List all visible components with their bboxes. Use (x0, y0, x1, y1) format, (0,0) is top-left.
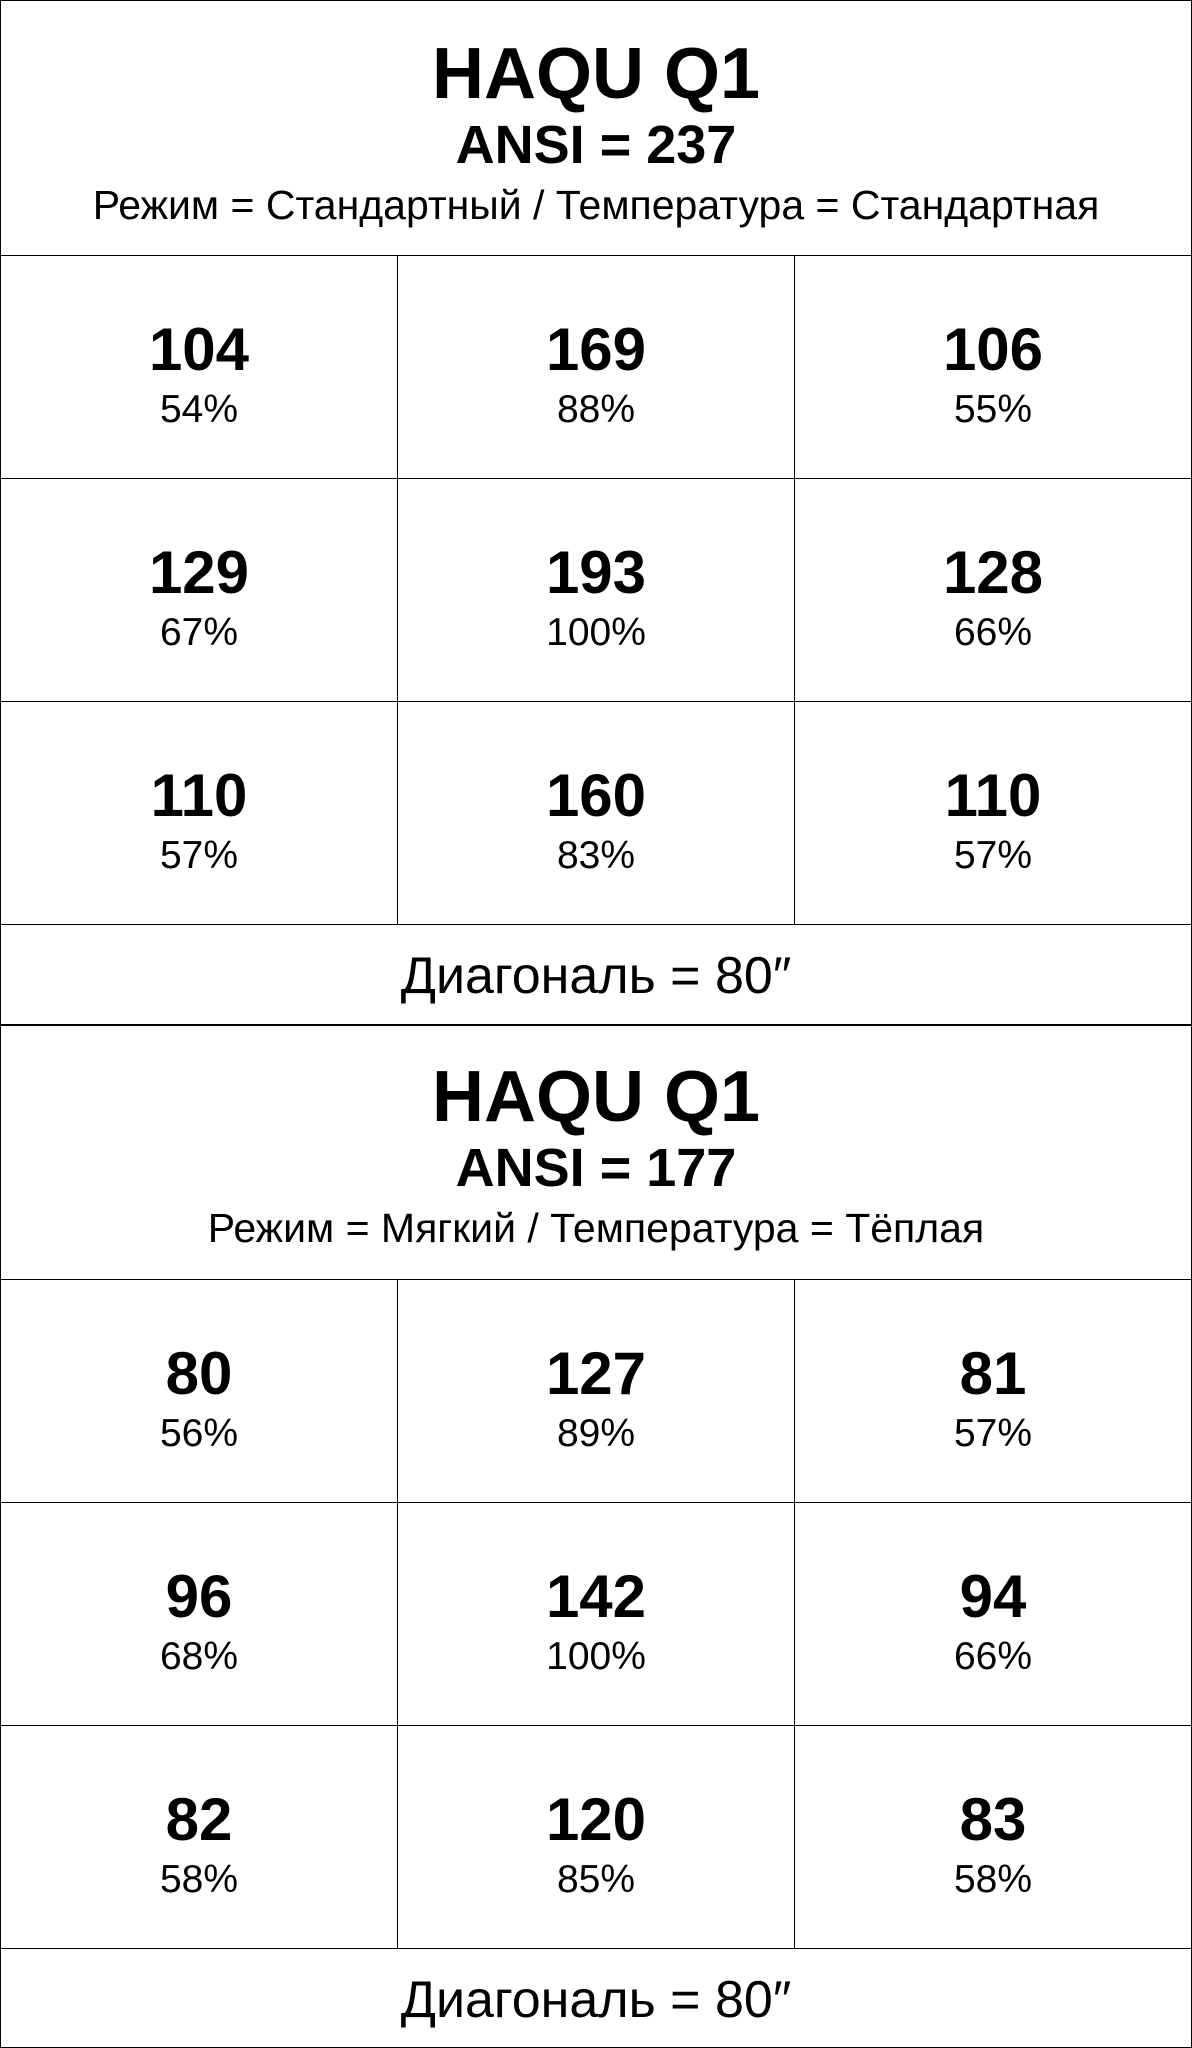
grid-cell-center (398, 479, 795, 701)
grid-cell-bottom-right (795, 702, 1191, 924)
cell-percent: 85% (556, 1858, 636, 1901)
cell-percent: 56% (159, 1412, 239, 1455)
grid-cell-middle-right (795, 479, 1191, 701)
cell-value: 128 (942, 539, 1044, 606)
cell-value: 83 (959, 1786, 1027, 1853)
cell-percent: 66% (953, 611, 1033, 654)
measurement-panel-standard (1, 1, 1191, 1023)
mode-temperature-line: Режим = Мягкий / Температура = Тёплая (207, 1205, 985, 1251)
diagonal-size: Диагональ = 80″ (400, 947, 792, 1005)
cell-value: 82 (165, 1786, 233, 1853)
cell-value: 120 (545, 1786, 647, 1853)
cell-value: 80 (165, 1340, 233, 1407)
panel-header (1, 1024, 1191, 1280)
grid-row-top (1, 256, 1191, 479)
cell-value: 106 (942, 316, 1044, 383)
grid-cell-bottom-center (398, 1726, 795, 1948)
grid-cell-middle-left (1, 479, 398, 701)
cell-value: 110 (944, 762, 1042, 829)
cell-percent: 57% (953, 834, 1033, 877)
grid-cell-top-center (398, 256, 795, 478)
grid-cell-top-right (795, 1280, 1191, 1502)
cell-value: 94 (959, 1563, 1027, 1630)
grid-row-middle (1, 1503, 1191, 1726)
grid-cell-bottom-center (398, 702, 795, 924)
cell-value: 96 (165, 1563, 233, 1630)
cell-percent: 55% (953, 388, 1033, 431)
grid-row-bottom (1, 1726, 1191, 1949)
cell-percent: 58% (953, 1858, 1033, 1901)
grid-cell-top-right (795, 256, 1191, 478)
cell-value: 169 (545, 316, 647, 383)
brightness-grid (1, 256, 1191, 924)
ansi-value: ANSI = 237 (455, 115, 737, 175)
grid-row-middle (1, 479, 1191, 702)
grid-cell-bottom-left (1, 1726, 398, 1948)
cell-value: 160 (545, 762, 647, 829)
cell-percent: 54% (159, 388, 239, 431)
diagonal-size: Диагональ = 80″ (400, 1971, 792, 2029)
grid-cell-bottom-right (795, 1726, 1191, 1948)
cell-value: 127 (545, 1340, 647, 1407)
cell-value: 110 (150, 762, 248, 829)
cell-value: 81 (959, 1340, 1027, 1407)
cell-percent: 66% (953, 1635, 1033, 1678)
cell-percent: 68% (159, 1635, 239, 1678)
cell-value: 104 (148, 316, 250, 383)
grid-cell-middle-left (1, 1503, 398, 1725)
grid-cell-top-left (1, 256, 398, 478)
cell-percent: 57% (953, 1412, 1033, 1455)
brightness-grid (1, 1280, 1191, 1948)
cell-percent: 100% (546, 1635, 646, 1678)
cell-percent: 67% (159, 611, 239, 654)
cell-percent: 89% (556, 1412, 636, 1455)
grid-cell-top-left (1, 1280, 398, 1502)
projector-title: HAQU Q1 (431, 1057, 761, 1137)
grid-row-top (1, 1280, 1191, 1503)
cell-value: 193 (545, 539, 647, 606)
grid-row-bottom (1, 702, 1191, 925)
cell-value: 142 (545, 1563, 647, 1630)
projector-title: HAQU Q1 (431, 34, 761, 114)
panel-footer (1, 1949, 1191, 2047)
grid-cell-middle-right (795, 1503, 1191, 1725)
cell-percent: 88% (556, 388, 636, 431)
cell-value: 129 (148, 539, 250, 606)
grid-cell-top-center (398, 1280, 795, 1502)
mode-temperature-line: Режим = Стандартный / Температура = Стандартная (92, 182, 1100, 228)
ansi-value: ANSI = 177 (455, 1138, 737, 1198)
measurement-panel-soft (1, 1024, 1191, 2048)
grid-cell-center (398, 1503, 795, 1725)
cell-percent: 83% (556, 834, 636, 877)
cell-percent: 58% (159, 1858, 239, 1901)
cell-percent: 57% (159, 834, 239, 877)
panel-footer (1, 925, 1191, 1023)
cell-percent: 100% (546, 611, 646, 654)
panel-header (1, 1, 1191, 256)
grid-cell-bottom-left (1, 702, 398, 924)
